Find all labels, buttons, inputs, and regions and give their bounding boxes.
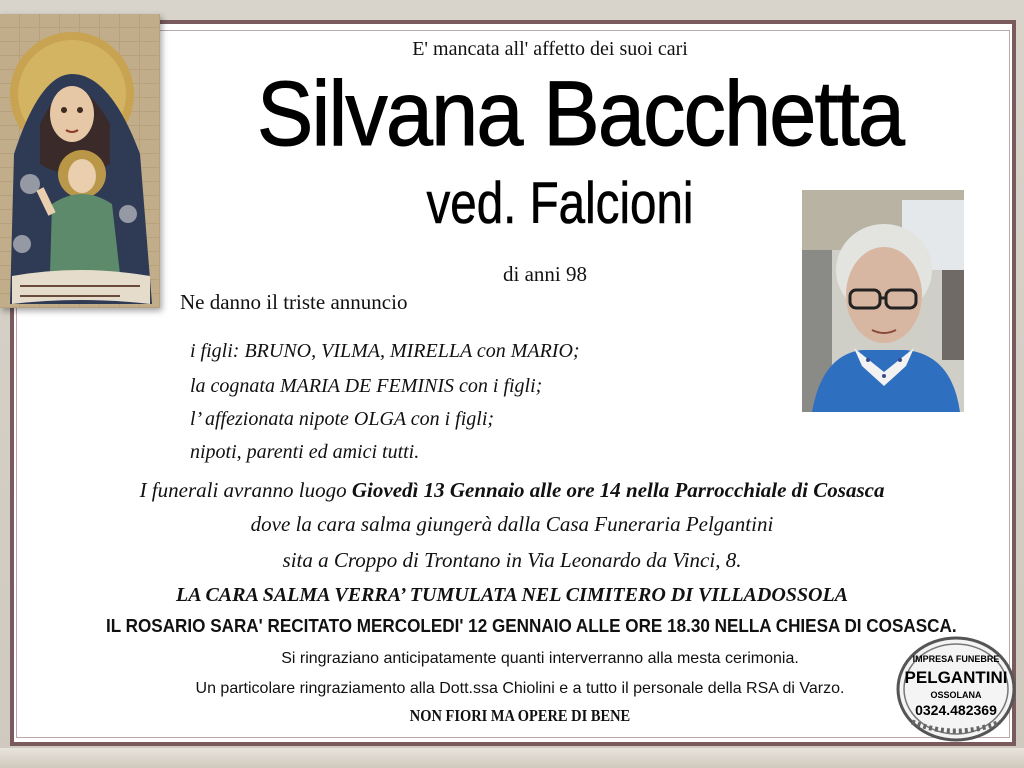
seal-badge-icon [896, 636, 1016, 742]
intro-text: E' mancata all' affetto dei suoi cari [412, 38, 688, 60]
portrait-photo [802, 190, 964, 412]
thanks-particular: Un particolare ringraziamento alla Dott.ssa Chiolini e a tutto il personale della RSA di Varzo. [195, 680, 845, 697]
seal-line: OSSOLANA [930, 690, 982, 700]
funeral-date-place: Giovedì 13 Gennaio alle ore 14 nella Parrocchiale di Cosasca [351, 478, 885, 502]
madonna-icon-image [0, 14, 160, 308]
announcement: Ne danno il triste annuncio [180, 290, 408, 314]
portrait-image [802, 190, 964, 412]
funeral-origin: dove la cara salma giungerà dalla Casa Funeraria Pelgantini [250, 512, 774, 536]
seal-name: PELGANTINI [904, 668, 1008, 687]
family-line: l’ affezionata nipote OLGA con i figli; [190, 408, 495, 430]
funeral-home-seal [896, 636, 1016, 742]
age: di anni 98 [503, 262, 587, 286]
burial-notice: LA CARA SALMA VERRA’ TUMULATA NEL CIMITERO DI VILLADOSSOLA [175, 584, 849, 606]
funeral-details [0, 478, 1024, 503]
deceased-name: Silvana Bacchetta [256, 63, 904, 165]
funeral-address: sita a Croppo di Trontano in Via Leonardo da Vinci, 8. [282, 548, 742, 572]
no-flowers-notice: NON FIORI MA OPERE DI BENE [409, 706, 631, 725]
family-line: i figli: BRUNO, VILMA, MIRELLA con MARIO; [190, 340, 580, 362]
rosary-notice: IL ROSARIO SARA' RECITATO MERCOLEDI' 12 GENNAIO ALLE ORE 18.30 NELLA CHIESA DI COSASCA. [106, 616, 957, 636]
seal-phone: 0324.482369 [915, 702, 997, 718]
madonna-icon [0, 14, 160, 308]
family-line: nipoti, parenti ed amici tutti. [190, 441, 420, 463]
family-line: la cognata MARIA DE FEMINIS con i figli; [190, 375, 543, 397]
funeral-prefix: I funerali avranno luogo [139, 478, 352, 502]
bottom-strip [0, 748, 1024, 768]
seal-line: IMPRESA FUNEBRE [912, 654, 1000, 664]
widow-of: ved. Falcioni [426, 171, 694, 236]
thanks-general: Si ringraziano anticipatamente quanti interverranno alla mesta cerimonia. [281, 650, 799, 667]
